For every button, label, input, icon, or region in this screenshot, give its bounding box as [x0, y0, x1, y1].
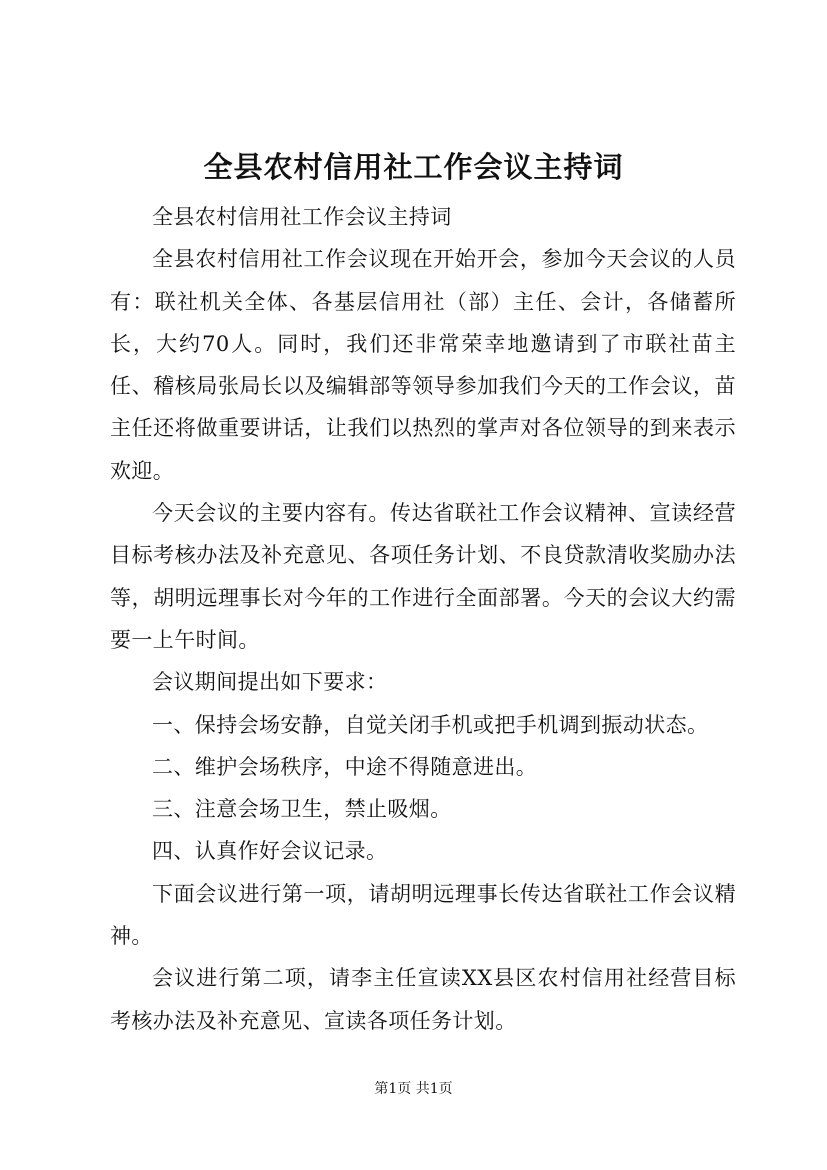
paragraph-requirement-1: 一、保持会场安静，自觉关闭手机或把手机调到振动状态。: [152, 712, 709, 737]
paragraph-opening: 全县农村信用社工作会议现在开始开会，参加今天会议的人员有：联社机关全体、各基层信用社（部）主任、会计，各储蓄所长，大约70人。同时，我们还非常荣幸地邀请到了市联社苗主任、稽核局张局长以及编辑部等领导参加我们今天的工作会议，苗主任还将做重要讲话，让我们以热烈的掌声对各位领导的到来表示欢迎。: [110, 247, 736, 483]
paragraph-item-2: 会议进行第二项，请李主任宣读XX县区农村信用社经营目标考核办法及补充意见、宣读各项任务计划。: [110, 966, 736, 1033]
document-body: [110, 196, 736, 1042]
paragraph-requirement-4: 四、认真作好会议记录。: [152, 839, 388, 864]
paragraph-agenda: 今天会议的主要内容有。传达省联社工作会议精神、宣读经营目标考核办法及补充意见、各项任务计划、不良贷款清收奖励办法等，胡明远理事长对今年的工作进行全面部署。今天的会议大约需要一上午时间。: [110, 501, 736, 652]
document-title: 全县农村信用社工作会议主持词: [203, 150, 624, 184]
paragraph-requirement-2: 二、维护会场秩序，中途不得随意进出。: [152, 754, 538, 779]
paragraph-subtitle: 全县农村信用社工作会议主持词: [152, 205, 452, 229]
page-number-footer: 第1页 共1页: [374, 1081, 453, 1097]
paragraph-requirements-intro: 会议期间提出如下要求：: [152, 670, 388, 695]
paragraph-item-1: 下面会议进行第一项，请胡明远理事长传达省联社工作会议精神。: [110, 881, 736, 949]
paragraph-requirement-3: 三、注意会场卫生，禁止吸烟。: [152, 797, 452, 822]
